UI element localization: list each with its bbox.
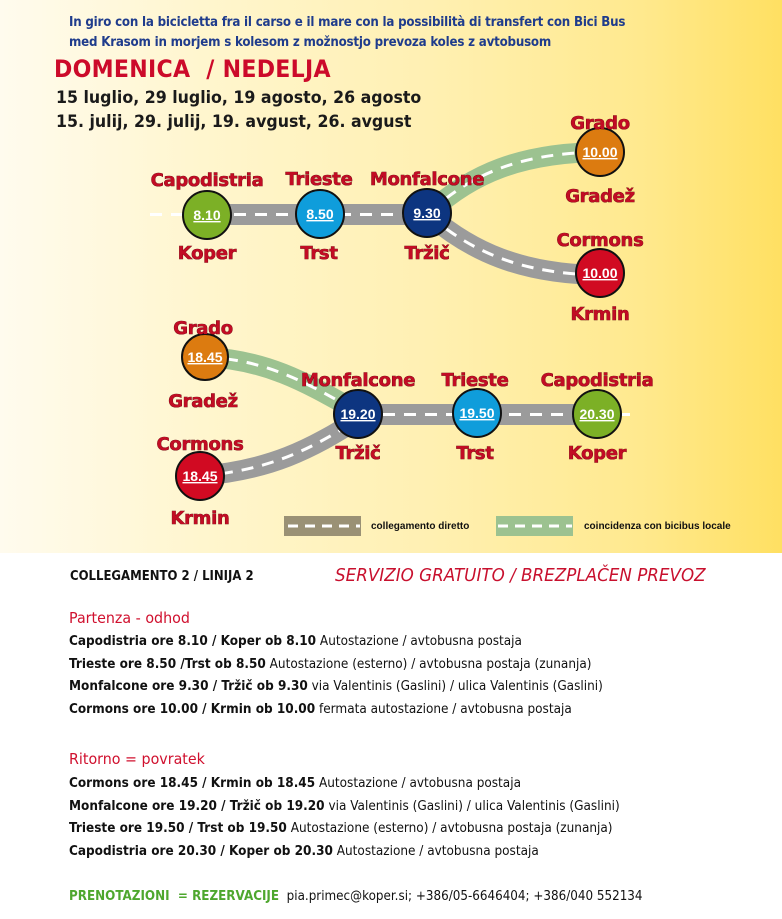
departure-row: Monfalcone ore 9.30 / Tržič ob 9.30 via Valentinis (Gaslini) / ulica Valentinis (Gaslini) xyxy=(69,679,603,695)
departure-row: Trieste ore 8.50 /Trst ob 8.50 Autostazione (esterno) / avtobusna postaja (zunanja) xyxy=(69,656,592,672)
booking-info xyxy=(69,889,643,904)
return-title: Ritorno = povratek xyxy=(69,750,205,768)
departure-title: Partenza - odhod xyxy=(69,609,190,627)
stop-time: 19.20 xyxy=(340,406,376,422)
stop-name-it: Cormons xyxy=(556,230,644,251)
legend-label-direct: collegamento diretto xyxy=(371,521,470,532)
stop-time: 20.30 xyxy=(579,406,615,422)
intro-line-slovenian: med Krasom in morjem s kolesom z možnostjo prevoza koles z avtobusom xyxy=(69,35,552,50)
stop-name-it: Grado xyxy=(173,318,233,339)
dates-slovenian: 15. julij, 29. julij, 19. avgust, 26. avgust xyxy=(56,112,412,132)
stop-outbound-trieste xyxy=(286,169,353,264)
stop-name-sl: Koper xyxy=(567,443,627,464)
legend xyxy=(284,516,731,536)
stop-return-grado xyxy=(168,318,238,412)
stop-time: 18.45 xyxy=(187,349,223,365)
stop-name-sl: Krmin xyxy=(570,304,630,325)
free-service-label: SERVIZIO GRATUITO / BREZPLAČEN PREVOZ xyxy=(335,565,706,586)
stop-name-it: Capodistria xyxy=(150,170,264,191)
day-title: DOMENICA / NEDELJA xyxy=(54,55,331,83)
stop-time: 9.30 xyxy=(413,205,441,221)
return-row: Monfalcone ore 19.20 / Tržič ob 19.20 via Valentinis (Gaslini) / ulica Valentinis (Gaslini) xyxy=(69,798,620,814)
stop-name-sl: Gradež xyxy=(565,186,635,207)
departure-row: Cormons ore 10.00 / Krmin ob 10.00 fermata autostazione / avtobusna postaja xyxy=(69,702,572,718)
stop-name-it: Trieste xyxy=(441,370,509,391)
stop-name-it: Monfalcone xyxy=(369,169,485,190)
departure-row: Capodistria ore 8.10 / Koper ob 8.10 Autostazione / avtobusna postaja xyxy=(69,634,522,649)
stop-name-it: Monfalcone xyxy=(300,370,416,391)
booking-label: PRENOTAZIONI = REZERVACIJE xyxy=(69,889,280,904)
stop-name-it: Grado xyxy=(570,113,630,134)
stop-time: 8.50 xyxy=(306,206,334,222)
stop-name-it: Trieste xyxy=(285,169,353,190)
return-row: Cormons ore 18.45 / Krmin ob 18.45 Autostazione / avtobusna postaja xyxy=(69,776,521,791)
stop-name-sl: Tržič xyxy=(335,443,381,464)
dates-italian: 15 luglio, 29 luglio, 19 agosto, 26 agosto xyxy=(56,88,422,108)
legend-label-local: coincidenza con bicibus locale xyxy=(584,521,731,532)
return-row: Trieste ore 19.50 / Trst ob 19.50 Autostazione (esterno) / avtobusna postaja (zunanja) xyxy=(69,821,613,837)
return-row: Capodistria ore 20.30 / Koper ob 20.30 Autostazione / avtobusna postaja xyxy=(69,844,539,860)
stop-time: 8.10 xyxy=(193,207,221,223)
stop-name-sl: Trst xyxy=(300,243,338,264)
stop-time: 10.00 xyxy=(582,265,618,281)
stop-name-sl: Gradež xyxy=(168,391,238,412)
stop-time: 18.45 xyxy=(182,468,218,484)
intro-line-italian: In giro con la bicicletta fra il carso e il mare con la possibilità di transfert con Bici Bus xyxy=(69,15,626,30)
stop-name-sl: Krmin xyxy=(170,508,230,529)
stop-time: 19.50 xyxy=(459,405,495,421)
stop-name-sl: Trst xyxy=(456,443,494,464)
stop-name-sl: Koper xyxy=(177,243,237,264)
stop-name-it: Capodistria xyxy=(540,370,654,391)
stop-name-sl: Tržič xyxy=(404,243,450,264)
stop-name-it: Cormons xyxy=(156,434,244,455)
return-schedule xyxy=(69,773,661,864)
line-label: COLLEGAMENTO 2 / LINIJA 2 xyxy=(70,569,254,584)
stop-time: 10.00 xyxy=(582,144,618,160)
booking-contact[interactable]: pia.primec@koper.si; +386/05-6646404; +386/040 552134 xyxy=(286,889,643,904)
departure-schedule xyxy=(69,631,643,722)
